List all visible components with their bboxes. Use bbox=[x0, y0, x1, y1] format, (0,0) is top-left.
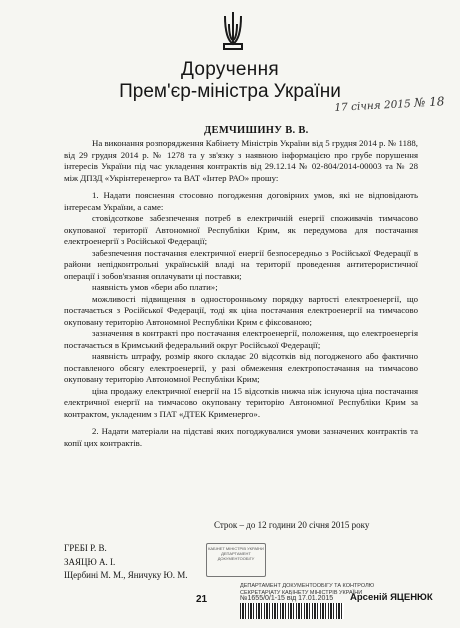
sub-item: можливості підвищення в односторонньому порядку вартості електроенергії, що постачається з Російської Федерації, тоді як ціна постачання електроенергії на тимчасово окуповану територію Автономної Республіки Крим є фіксованою; bbox=[64, 293, 418, 327]
barcode-icon bbox=[240, 603, 344, 619]
intro-paragraph: На виконання розпорядження Кабінету Міністрів України від 5 грудня 2014 р. № 1188, від 29 грудня 2014 р. № 1278 та у зв'язку з наявною інформацією про грубе порушення інтересів України під час укладення контрактів від 29.12.14 № 02-804/2014-00003 та № 28 між ДПЗД «Укрінтеренерго» та ВАТ «Інтер РАО» прошу: bbox=[64, 138, 418, 183]
document-title: Доручення bbox=[181, 59, 279, 80]
sub-item: забезпечення постачання електричної енергії безпосередньо з Російської Федерації в райони непідконтрольні українській владі на території проведення антитерористичної операції і зобов'язання оплачувати ці поставки; bbox=[64, 247, 418, 281]
deadline: Строк – до 12 години 20 січня 2015 року bbox=[214, 520, 370, 530]
trident-emblem-icon bbox=[222, 10, 244, 52]
office-stamp bbox=[206, 543, 266, 577]
sub-item: ціна продажу електричної енергії на 15 відсотків нижча ніж існуюча ціна постачання електричної енергії на тимчасово окуповану територію Автономної Республіки Крим за контрактом, укладеним з ПАТ «ДТЕК Крименерго». bbox=[64, 385, 418, 419]
item-2: 2. Надати матеріали на підставі яких погоджувалися умови зазначених контрактів та копії цих контрактів. bbox=[64, 426, 418, 448]
page-number: 21 bbox=[196, 594, 208, 605]
sub-item: наявність штрафу, розмір якого складає 20 відсотків від погодженого або фактично поставленого обсягу електроенергії, у разі обмеження електропостачання на тимчасово окуповану територію Автономної Республіки Крим; bbox=[64, 351, 418, 384]
copies-list bbox=[64, 542, 187, 583]
handwritten-number: № 18 bbox=[413, 94, 445, 110]
document-subtitle: Прем'єр-міністра України bbox=[119, 81, 341, 102]
sub-item: наявність умов «бери або плати»; bbox=[92, 282, 218, 292]
control-stamp-line: СЕКРЕТАРІАТУ КАБІНЕТУ МІНІСТРІВ УКРАЇНИ bbox=[240, 589, 363, 596]
copy-recipient: ГРЕБІ Р. В. bbox=[64, 543, 107, 553]
handwritten-date: 17 січня 2015 bbox=[334, 97, 412, 114]
signatory: Арсеній ЯЦЕНЮК bbox=[350, 592, 433, 603]
copy-recipient: ЗАЯЦЮ А. І. bbox=[64, 556, 116, 567]
item-1: 1. Надати пояснення стосовно погодження договірних умов, які не відповідають інтересам України, а саме: bbox=[64, 190, 418, 212]
control-number: №1655/0/1-15 від 17.01.2015 bbox=[240, 595, 334, 602]
sub-item: стовідсоткове забезпечення потреб в електричній енергії споживачів тимчасово окупованої території Автономної Республіки Крим, як передумова для постачання електроенергії з Російської Федерації; bbox=[64, 213, 418, 246]
document-body bbox=[64, 138, 418, 449]
addressee: ДЕМЧИШИНУ В. В. bbox=[204, 125, 309, 136]
sub-item: зазначення в контракті про постачання електроенергії, положення, що електроенергія постачається в Кримський федеральний округ Російської Федерації; bbox=[64, 328, 418, 350]
stamp-text: КАБІНЕТ МІНІСТРІВ УКРАЇНИ ДЕПАРТАМЕНТ ДОКУМЕНТООБІГУ bbox=[208, 546, 264, 561]
control-stamp-line: ДЕПАРТАМЕНТ ДОКУМЕНТООБІГУ ТА КОНТРОЛЮ bbox=[240, 583, 375, 589]
copy-recipient: Щербині М. М., Яничуку Ю. М. bbox=[64, 570, 188, 580]
